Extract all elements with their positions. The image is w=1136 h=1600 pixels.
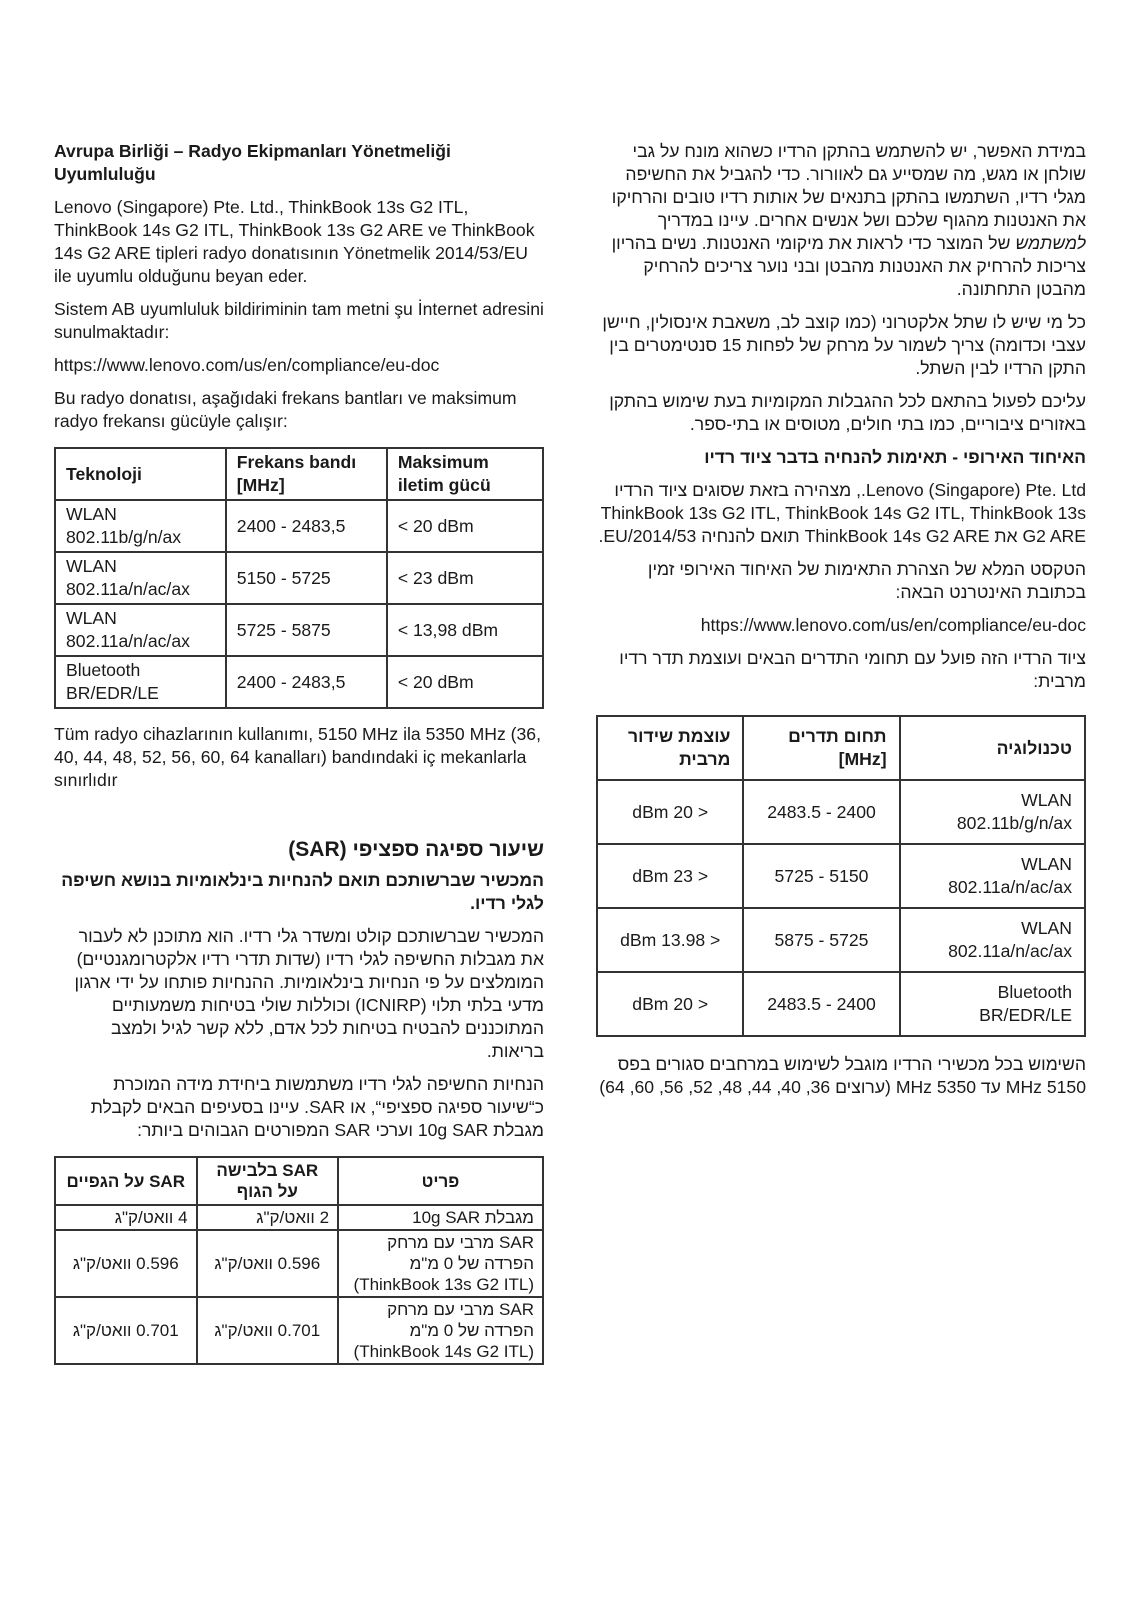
table-row (597, 972, 1085, 1036)
header-max-power: Maksimum iletim gücü (387, 448, 543, 500)
antenna-text-a: במידת האפשר, יש להשתמש בהתקן הרדיו כשהוא מונח על גבי שולחן או מגש, מה שמסייע גם לאוורור. כדי להגביל את החשיפה מגלי רדיו, השתמשו בהתקן בתנאים של אותות רדיו טובים והרחיקו את האנטנות מהגוף שלכם ושל אנשים אחרים. עיינו במדריך (611, 141, 1086, 230)
eu-compliance-heading-he: האיחוד האירופי - תאימות להנחיה בדבר ציוד רדיו (704, 447, 1086, 467)
cell-body-worn: 0.701 וואט/ק"ג (197, 1297, 339, 1364)
frequency-intro-tr: Bu radyo donatısı, aşağıdaki frekans bantları ve maksimum radyo frekansı gücüyle çalışır: (54, 388, 517, 431)
indoor-restriction-tr: Tüm radyo cihazlarının kullanımı, 5150 MHz ila 5350 MHz (36, 40, 44, 48, 52, 56, 60, 64 kanalları) bandındaki iç mekanlarla sınırlıdır (54, 724, 541, 790)
sar-heading: שיעור ספיגה ספציפי (SAR) (288, 838, 544, 861)
cell-limbs: 0.596 וואט/ק"ג (55, 1230, 197, 1297)
cell-power: < 20 dBm (387, 500, 543, 552)
cell-body-worn: 0.596 וואט/ק"ג (197, 1230, 339, 1297)
doc-availability-paragraph-tr: Sistem AB uyumluluk bildiriminin tam metni şu İnternet adresini sunulmaktadır: (54, 299, 544, 342)
header-body-worn: SAR בלבישה על הגוף (197, 1157, 339, 1205)
cell-technology: WLAN 802.11a/n/ac/ax (55, 604, 226, 656)
sar-paragraph-1: המכשיר שברשותכם קולט ומשדר גלי רדיו. הוא מתוכנן לא לעבור את מגבלות החשיפה לגלי רדיו (שדות תדרי רדיו אלקטרומגנטיים) המומלצים על פי הנחיות בינלאומיות. ההנחיות פותחו על ידי ארגון מדעי בלתי תלוי (ICNIRP) וכוללות שולי בטיחות משמעותיים המתוכננים להבטיח בטיחות לכל אדם, ללא קשר לגיל ולמצב בריאות. (74, 926, 544, 1061)
cell-frequency: 5725 - 5875 (226, 604, 387, 656)
table-row (55, 552, 543, 604)
declaration-paragraph-tr: Lenovo (Singapore) Pte. Ltd., ThinkBook 13s G2 ITL, ThinkBook 14s G2 ITL, ThinkBook 13s G2 ARE ve ThinkBook 14s G2 ARE tipleri radyo donatısının Yönetmelik 2014/53/EU ile uyumlu olduğunu beyan eder. (54, 197, 535, 286)
cell-power: < 23 dBm (387, 552, 543, 604)
cell-technology: WLAN 802.11b/g/n/ax (55, 500, 226, 552)
cell-power: < 13,98 dBm (387, 604, 543, 656)
cell-power: < 20 dBm (597, 972, 743, 1036)
cell-technology: WLAN 802.11a/n/ac/ax (55, 552, 226, 604)
user-guide-italic: למשתמש (1015, 233, 1086, 253)
table-row (55, 1230, 543, 1297)
cell-frequency: 5150 - 5725 (226, 552, 387, 604)
table-row (55, 604, 543, 656)
right-column (596, 140, 1086, 1109)
declaration-paragraph-he: Lenovo (Singapore) Pte. Ltd., מצהירה בזאת שסוגים ציוד הרדיו ThinkBook 13s G2 ITL, ThinkBook 14s G2 ITL, ThinkBook 13s G2 ARE את ThinkBook 14s G2 ARE תואם להנחיה 2014/53/EU. (598, 480, 1086, 546)
header-limbs: SAR על הגפיים (55, 1157, 197, 1205)
table-row (597, 780, 1085, 844)
frequency-table-tr (54, 447, 544, 709)
cell-limbs: 4 וואט/ק"ג (55, 1205, 197, 1230)
eu-doc-url-he: https://www.lenovo.com/us/en/compliance/eu-doc (700, 615, 1086, 635)
cell-power: < 13.98 dBm (597, 908, 743, 972)
doc-availability-paragraph-he: הטקסט המלא של הצהרת התאימות של האיחוד האירופי זמין בכתובת האינטרנט הבאה: (647, 559, 1086, 602)
frequency-intro-he: ציוד הרדיו הזה פועל עם תחומי התדרים הבאים ועוצמת תדר רדיו מרבית: (619, 648, 1086, 691)
sar-section (54, 838, 544, 1365)
cell-technology: Bluetooth BR/EDR/LE (55, 656, 226, 708)
table-row (55, 1297, 543, 1364)
header-max-power: עוצמת שידור מרבית (597, 716, 743, 780)
left-column (54, 140, 544, 1365)
cell-technology: WLAN 802.11a/n/ac/ax (900, 908, 1085, 972)
cell-body-worn: 2 וואט/ק"ג (197, 1205, 339, 1230)
sar-table (54, 1156, 544, 1365)
cell-power: < 20 dBm (387, 656, 543, 708)
local-restrictions-he: עליכם לפעול בהתאם לכל ההגבלות המקומיות בעת שימוש בהתקן באזורים ציבוריים, כמו בתי חולים, מטוסים או בתי-ספר. (609, 391, 1086, 434)
sar-paragraph-2: הנחיות החשיפה לגלי רדיו משתמשות ביחידת מידה המוכרת כ“שיעור ספיגה ספציפי“, או SAR. עיינו בסעיפים הבאים לקבלת מגבלת 10g SAR וערכי SAR המפורטים הגבוהים ביותר: (90, 1074, 544, 1140)
cell-limbs: 0.701 וואט/ק"ג (55, 1297, 197, 1364)
antenna-paragraph-he (596, 140, 1086, 301)
antenna-text-b: של המוצר כדי לראות את מיקומי האנטנות. נשים בהריון צריכות להרחיק את האנטנות מהבטן ובני נוער צריכים להרחיק מהבטן התחתונה. (611, 233, 1086, 299)
table-row (55, 500, 543, 552)
cell-frequency: 5150 - 5725 (743, 844, 899, 908)
header-frequency-band: Frekans bandı [MHz] (226, 448, 387, 500)
indoor-restriction-he: השימוש בכל מכשירי הרדיו מוגבל לשימוש במרחבים סגורים בפס 5150 MHz עד 5350 MHz (ערוצים 36, 40, 44, 48, 52, 56, 60, 64) (599, 1054, 1086, 1097)
table-header-row (597, 716, 1085, 780)
sar-subheading: המכשיר שברשותכם תואם להנחיות בינלאומיות בנושא חשיפה לגלי רדיו. (61, 870, 544, 913)
cell-technology: WLAN 802.11a/n/ac/ax (900, 844, 1085, 908)
cell-frequency: 2400 - 2483,5 (226, 656, 387, 708)
cell-technology: WLAN 802.11b/g/n/ax (900, 780, 1085, 844)
table-row (55, 656, 543, 708)
header-technology: Teknoloji (55, 448, 226, 500)
eu-compliance-heading-tr: Avrupa Birliği – Radyo Ekipmanları Yönetmeliği Uyumluluğu (54, 141, 451, 184)
cell-power: < 23 dBm (597, 844, 743, 908)
cell-frequency: 2400 - 2483,5 (226, 500, 387, 552)
cell-frequency: 5725 - 5875 (743, 908, 899, 972)
table-header-row (55, 448, 543, 500)
table-header-row (55, 1157, 543, 1205)
cell-technology: Bluetooth BR/EDR/LE (900, 972, 1085, 1036)
table-row (597, 844, 1085, 908)
eu-doc-url-tr: https://www.lenovo.com/us/en/compliance/eu-doc (54, 355, 440, 375)
cell-power: < 20 dBm (597, 780, 743, 844)
header-technology: טכנולוגיה (900, 716, 1085, 780)
cell-frequency: 2400 - 2483.5 (743, 972, 899, 1036)
table-row (55, 1205, 543, 1230)
frequency-table-he (596, 715, 1086, 1037)
header-item: פריט (338, 1157, 543, 1205)
implant-paragraph-he: כל מי שיש לו שתל אלקטרוני (כמו קוצב לב, משאבת אינסולין, חיישן עצבי וכדומה) צריך לשמור על מרחק של לפחות 15 סנטימטרים בין התקן הרדיו לבין השתל. (602, 312, 1086, 378)
cell-item: SAR מרבי עם מרחק הפרדה של 0 מ"מ (ThinkBook 14s G2 ITL) (338, 1297, 543, 1364)
table-row (597, 908, 1085, 972)
cell-frequency: 2400 - 2483.5 (743, 780, 899, 844)
header-frequency-range: תחום תדרים [MHz] (743, 716, 899, 780)
cell-item: מגבלת 10g SAR (338, 1205, 543, 1230)
cell-item: SAR מרבי עם מרחק הפרדה של 0 מ"מ (ThinkBook 13s G2 ITL) (338, 1230, 543, 1297)
